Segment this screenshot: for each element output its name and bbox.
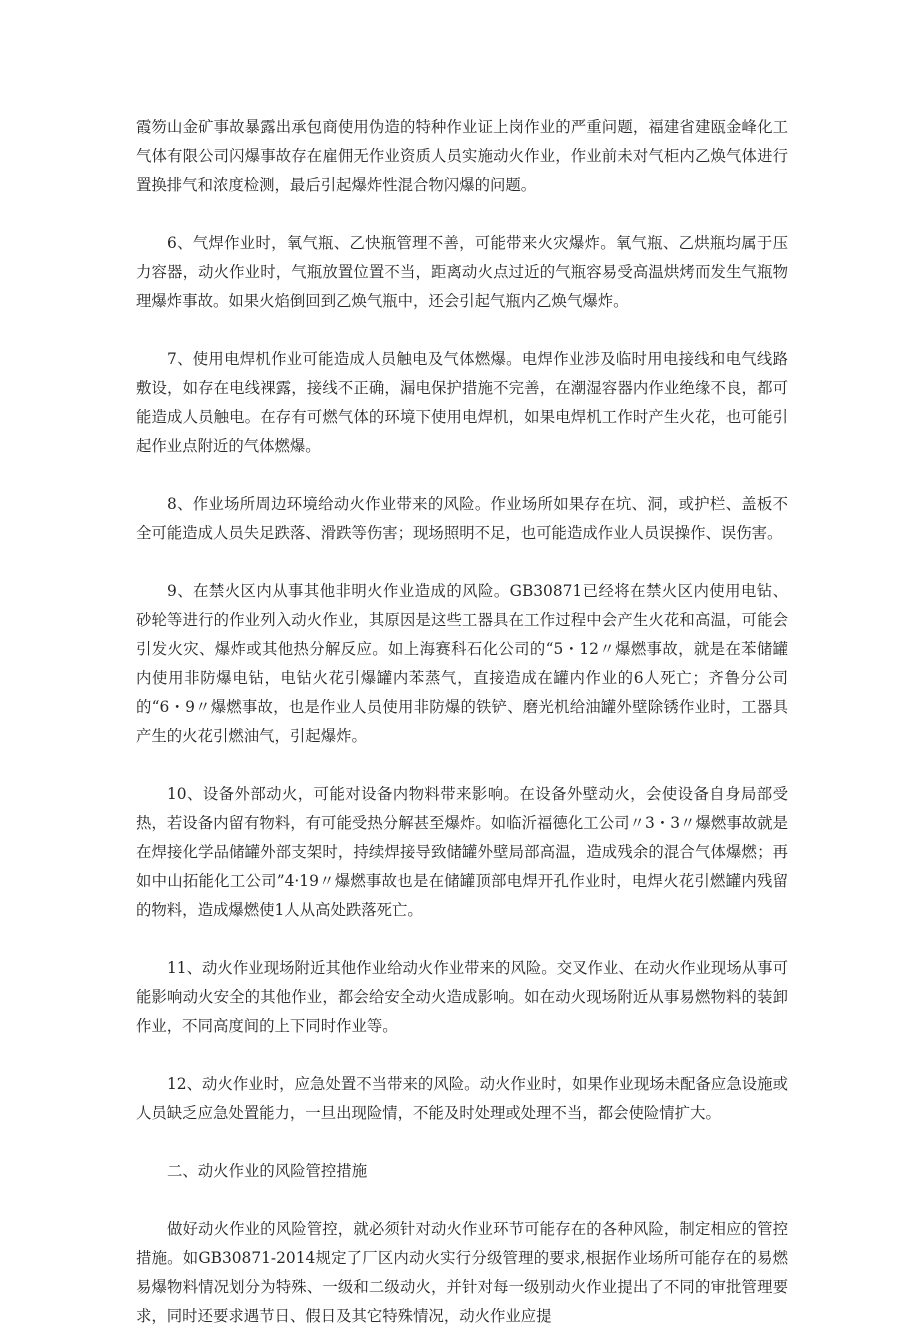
paragraph-intro-continued: 霞笏山金矿事故暴露出承包商使用伪造的特种作业证上岗作业的严重问题，福建省建瓯金峰化工气体有限公司闪爆事故存在雇佣无作业资质人员实施动火作业，作业前未对气柜内乙焕气体进行置换排气和浓度检测，最后引起爆炸性混合物闪爆的问题。 [136, 118, 788, 194]
paragraph-item-10: 10、设备外部动火，可能对设备内物料带来影响。在设备外壁动火，会使设备自身局部受热，若设备内留有物料，有可能受热分解甚至爆炸。如临沂福德化工公司〃3・3〃爆燃事故就是在焊接化学品储罐外部支架时，持续焊接导致储罐外壁局部高温，造成残余的混合气体爆燃；再如中山拓能化工公司”4·19〃爆燃事故也是在储罐顶部电焊开孔作业时，电焊火花引燃罐内残留的物料，造成爆燃使1人从高处跌落死亡。 [136, 785, 788, 919]
paragraph-section-2-body: 做好动火作业的风险管控，就必须针对动火作业环节可能存在的各种风险，制定相应的管控措施。如GB30871-2014规定了厂区内动火实行分级管理的要求,根据作业场所可能存在的易燃易爆物料情况划分为特殊、一级和二级动火，并针对每一级别动火作业提出了不同的审批管理要求，同时还要求遇节日、假日及其它特殊情况，动火作业应提 [136, 1220, 788, 1325]
paragraph-item-8: 8、作业场所周边环境给动火作业带来的风险。作业场所如果存在坑、洞，或护栏、盖板不全可能造成人员失足跌落、滑跌等伤害；现场照明不足，也可能造成作业人员误操作、误伤害。 [136, 495, 788, 542]
paragraph-item-7: 7、使用电焊机作业可能造成人员触电及气体燃爆。电焊作业涉及临时用电接线和电气线路敷设，如存在电线裸露，接线不正确，漏电保护措施不完善，在潮湿容器内作业绝缘不良，都可能造成人员触电。在存有可燃气体的环境下使用电焊机，如果电焊机工作时产生火花，也可能引起作业点附近的气体燃爆。 [136, 350, 788, 455]
paragraph-item-12: 12、动火作业时，应急处置不当带来的风险。动火作业时，如果作业现场未配备应急设施或人员缺乏应急处置能力，一旦出现险情，不能及时处理或处理不当，都会使险情扩大。 [136, 1075, 788, 1122]
paragraph-item-9: 9、在禁火区内从事其他非明火作业造成的风险。GB30871已经将在禁火区内使用电钻、砂轮等进行的作业列入动火作业，其原因是这些工器具在工作过程中会产生火花和高温，可能会引发火灾、爆炸或其他热分解反应。如上海赛科石化公司的“5・12〃爆燃事故，就是在苯储罐内使用非防爆电钻，电钻火花引爆罐内苯蒸气，直接造成在罐内作业的6人死亡；齐鲁分公司的“6・9〃爆燃事故，也是作业人员使用非防爆的铁铲、磨光机给油罐外壁除锈作业时，工器具产生的火花引燃油气，引起爆炸。 [136, 582, 788, 745]
paragraph-item-11: 11、动火作业现场附近其他作业给动火作业带来的风险。交叉作业、在动火作业现场从事可能影响动火安全的其他作业，都会给安全动火造成影响。如在动火现场附近从事易燃物料的装卸作业，不同高度间的上下同时作业等。 [136, 959, 788, 1035]
paragraph-item-6: 6、气焊作业时，氧气瓶、乙快瓶管理不善，可能带来火灾爆炸。氧气瓶、乙烘瓶均属于压力容器，动火作业时，气瓶放置位置不当，距离动火点过近的气瓶容易受高温烘烤而发生气瓶物理爆炸事故。如果火焰倒回到乙焕气瓶中，还会引起气瓶内乙焕气爆炸。 [136, 234, 788, 310]
section-heading: 二、动火作业的风险管控措施 [167, 1162, 368, 1180]
document-page [136, 113, 788, 1331]
